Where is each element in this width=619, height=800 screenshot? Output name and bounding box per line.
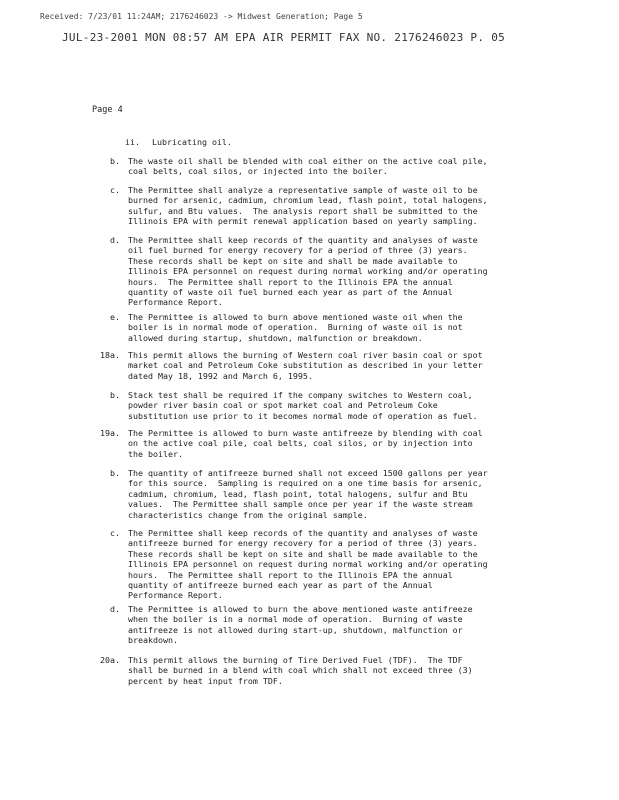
item-label: d. <box>110 235 120 245</box>
item-label: e. <box>110 312 120 322</box>
item-text: The Permittee is allowed to burn the above mentioned waste antifreeze when the boiler is in a normal mode of operation. Burning of waste antifreeze is not allowed during start-up, shutdown, malfunction or breakdown. <box>128 604 473 646</box>
item-text: The quantity of antifreeze burned shall not exceed 1500 gallons per year for this source. Sampling is required on a one time basis for arsenic, cadmium, chromium, lead, flash point, total halogens, sulfur and Btu values. The Permittee shall sample once per year if the waste stream characteristics change from the original sample. <box>128 468 488 520</box>
item-label: b. <box>110 390 120 400</box>
item-label: 19a. <box>100 428 120 438</box>
item-text: The Permittee is allowed to burn above mentioned waste oil when the boiler is in normal mode of operation. Burning of waste oil is not allowed during startup, shutdown, malfunction or breakdown. <box>128 312 463 343</box>
item-text: The waste oil shall be blended with coal either on the active coal pile, coal belts, coal silos, or injected into the boiler. <box>128 156 488 177</box>
fax-header-transmission: JUL-23-2001 MON 08:57 AM EPA AIR PERMIT FAX NO. 2176246023 P. 05 <box>62 31 506 44</box>
item-label: 20a. <box>100 655 120 665</box>
item-text: The Permittee is allowed to burn waste antifreeze by blending with coal on the active coal pile, coal belts, coal silos, or by injection into the boiler. <box>128 428 483 459</box>
item-label: 18a. <box>100 350 120 360</box>
item-text: Lubricating oil. <box>152 137 232 147</box>
item-label: b. <box>110 156 120 166</box>
item-text: This permit allows the burning of Western coal river basin coal or spot market coal and Petroleum Coke substitution as described in your letter dated May 18, 1992 and March 6, 1995. <box>128 350 483 381</box>
item-text: The Permittee shall keep records of the quantity and analyses of waste oil fuel burned for energy recovery for a period of three (3) years. These records shall be kept on site and shall be made available to Illinois EPA personnel on request during normal working and/or operating hours. The Permittee shall report to the Illinois EPA the annual quantity of waste oil fuel burned each year as part of the Annual Performance Report. <box>128 235 488 308</box>
fax-header-received: Received: 7/23/01 11:24AM; 2176246023 -> Midwest Generation; Page 5 <box>40 12 363 21</box>
item-text: This permit allows the burning of Tire Derived Fuel (TDF). The TDF shall be burned in a blend with coal which shall not exceed three (3) percent by heat input from TDF. <box>128 655 473 686</box>
item-text: The Permittee shall analyze a representative sample of waste oil to be burned for arsenic, cadmium, chromium lead, flash point, total halogens, sulfur, and Btu values. The analysis report shall be submitted to the Illinois EPA with permit renewal application based on yearly sampling. <box>128 185 488 227</box>
item-label: c. <box>110 185 120 195</box>
item-label: c. <box>110 528 120 538</box>
item-label: ii. <box>125 137 140 147</box>
item-text: Stack test shall be required if the company switches to Western coal, powder river basin coal or spot market coal and Petroleum Coke substitution use prior to it becomes normal mode of operation as fuel. <box>128 390 478 421</box>
item-text: The Permittee shall keep records of the quantity and analyses of waste antifreeze burned for energy recovery for a period of three (3) years. These records shall be kept on site and shall be made available to the Illinois EPA personnel on request during normal working and/or operating hours. The Permittee shall report to the Illinois EPA the annual quantity of antifreeze burned each year as part of the Annual Performance Report. <box>128 528 488 601</box>
item-label: d. <box>110 604 120 614</box>
item-label: b. <box>110 468 120 478</box>
page-label: Page 4 <box>92 105 123 115</box>
